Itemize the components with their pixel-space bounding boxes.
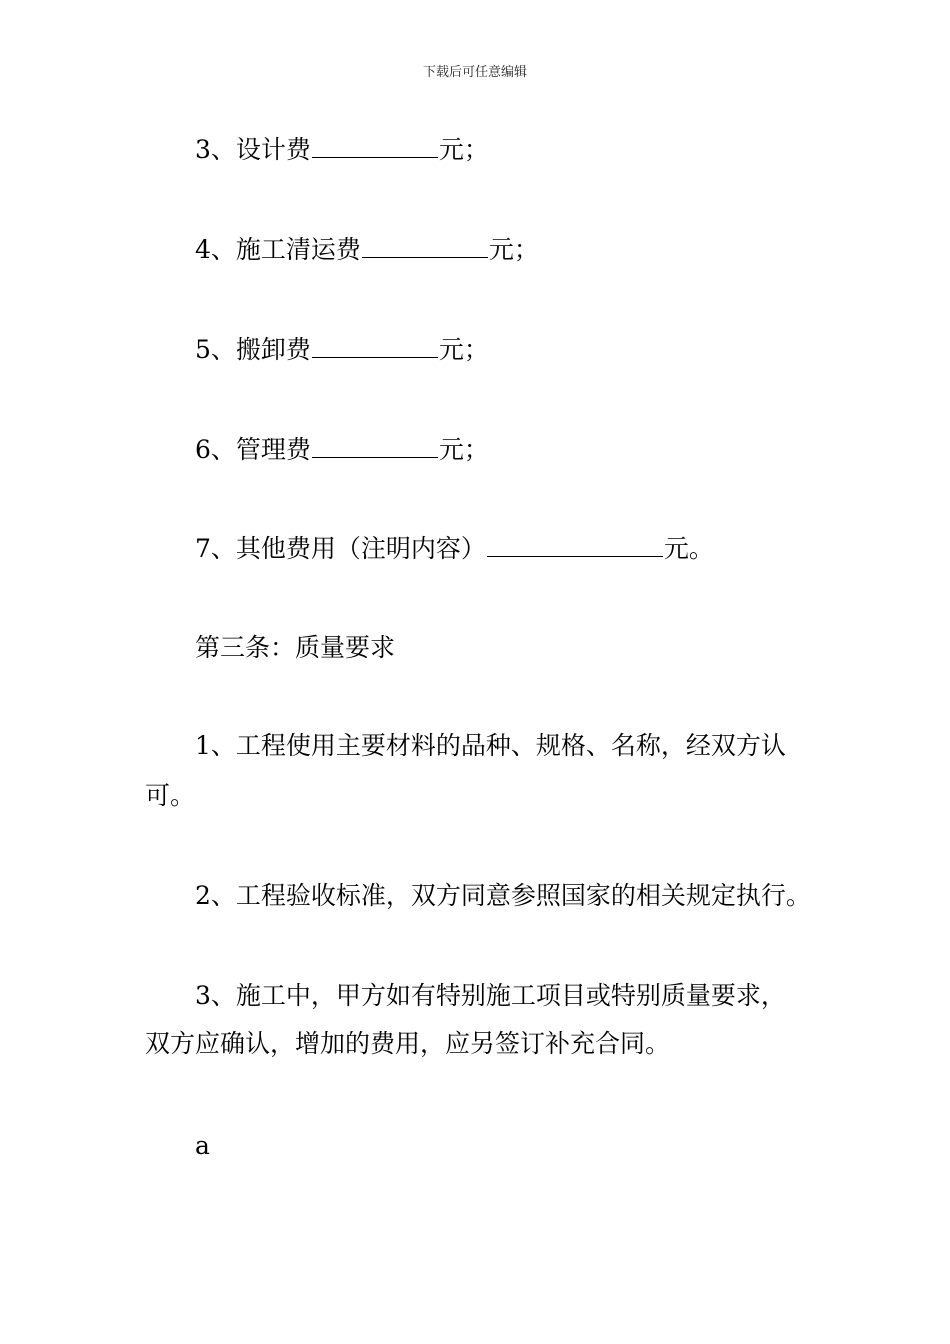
paragraph-3-line-1: 3、施工中，甲方如有特别施工项目或特别质量要求，: [195, 981, 786, 1010]
fill-in-blank[interactable]: [312, 429, 438, 458]
fee-label: 6、管理费: [195, 435, 311, 464]
fee-item-management: [145, 424, 875, 476]
paragraph-1-line-2: 可。: [145, 781, 196, 810]
fill-in-blank[interactable]: [362, 229, 488, 258]
paragraph-3-line-2: 双方应确认，增加的费用，应另签订补充合同。: [145, 1029, 671, 1058]
fill-in-blank[interactable]: [312, 329, 438, 358]
fill-in-blank[interactable]: [487, 528, 663, 557]
fee-label: 7、其他费用（注明内容）: [195, 534, 486, 563]
trailing-text: a: [195, 1131, 210, 1160]
page-header: 下载后可任意编辑: [422, 65, 527, 80]
paragraph-2-line-1: 2、工程验收标准，双方同意参照国家的相关规定执行。: [195, 881, 811, 910]
fee-unit: 元；: [438, 135, 489, 164]
paragraph-1-line-1: 1、工程使用主要材料的品种、规格、名称，经双方认: [195, 731, 786, 760]
fee-unit: 元。: [663, 534, 714, 563]
fee-label: 5、搬卸费: [195, 335, 311, 364]
fee-label: 4、施工清运费: [195, 235, 361, 264]
fee-unit: 元；: [488, 235, 539, 264]
fee-item-handling: [145, 324, 875, 376]
fee-item-other: [145, 523, 875, 575]
fill-in-blank[interactable]: [312, 129, 438, 158]
fee-item-cleanup: [145, 224, 875, 276]
fee-unit: 元；: [438, 435, 489, 464]
fee-unit: 元；: [438, 335, 489, 364]
article-3-title: 第三条：质量要求: [195, 633, 396, 662]
fee-item-design: [145, 124, 875, 176]
fee-label: 3、设计费: [195, 135, 311, 164]
